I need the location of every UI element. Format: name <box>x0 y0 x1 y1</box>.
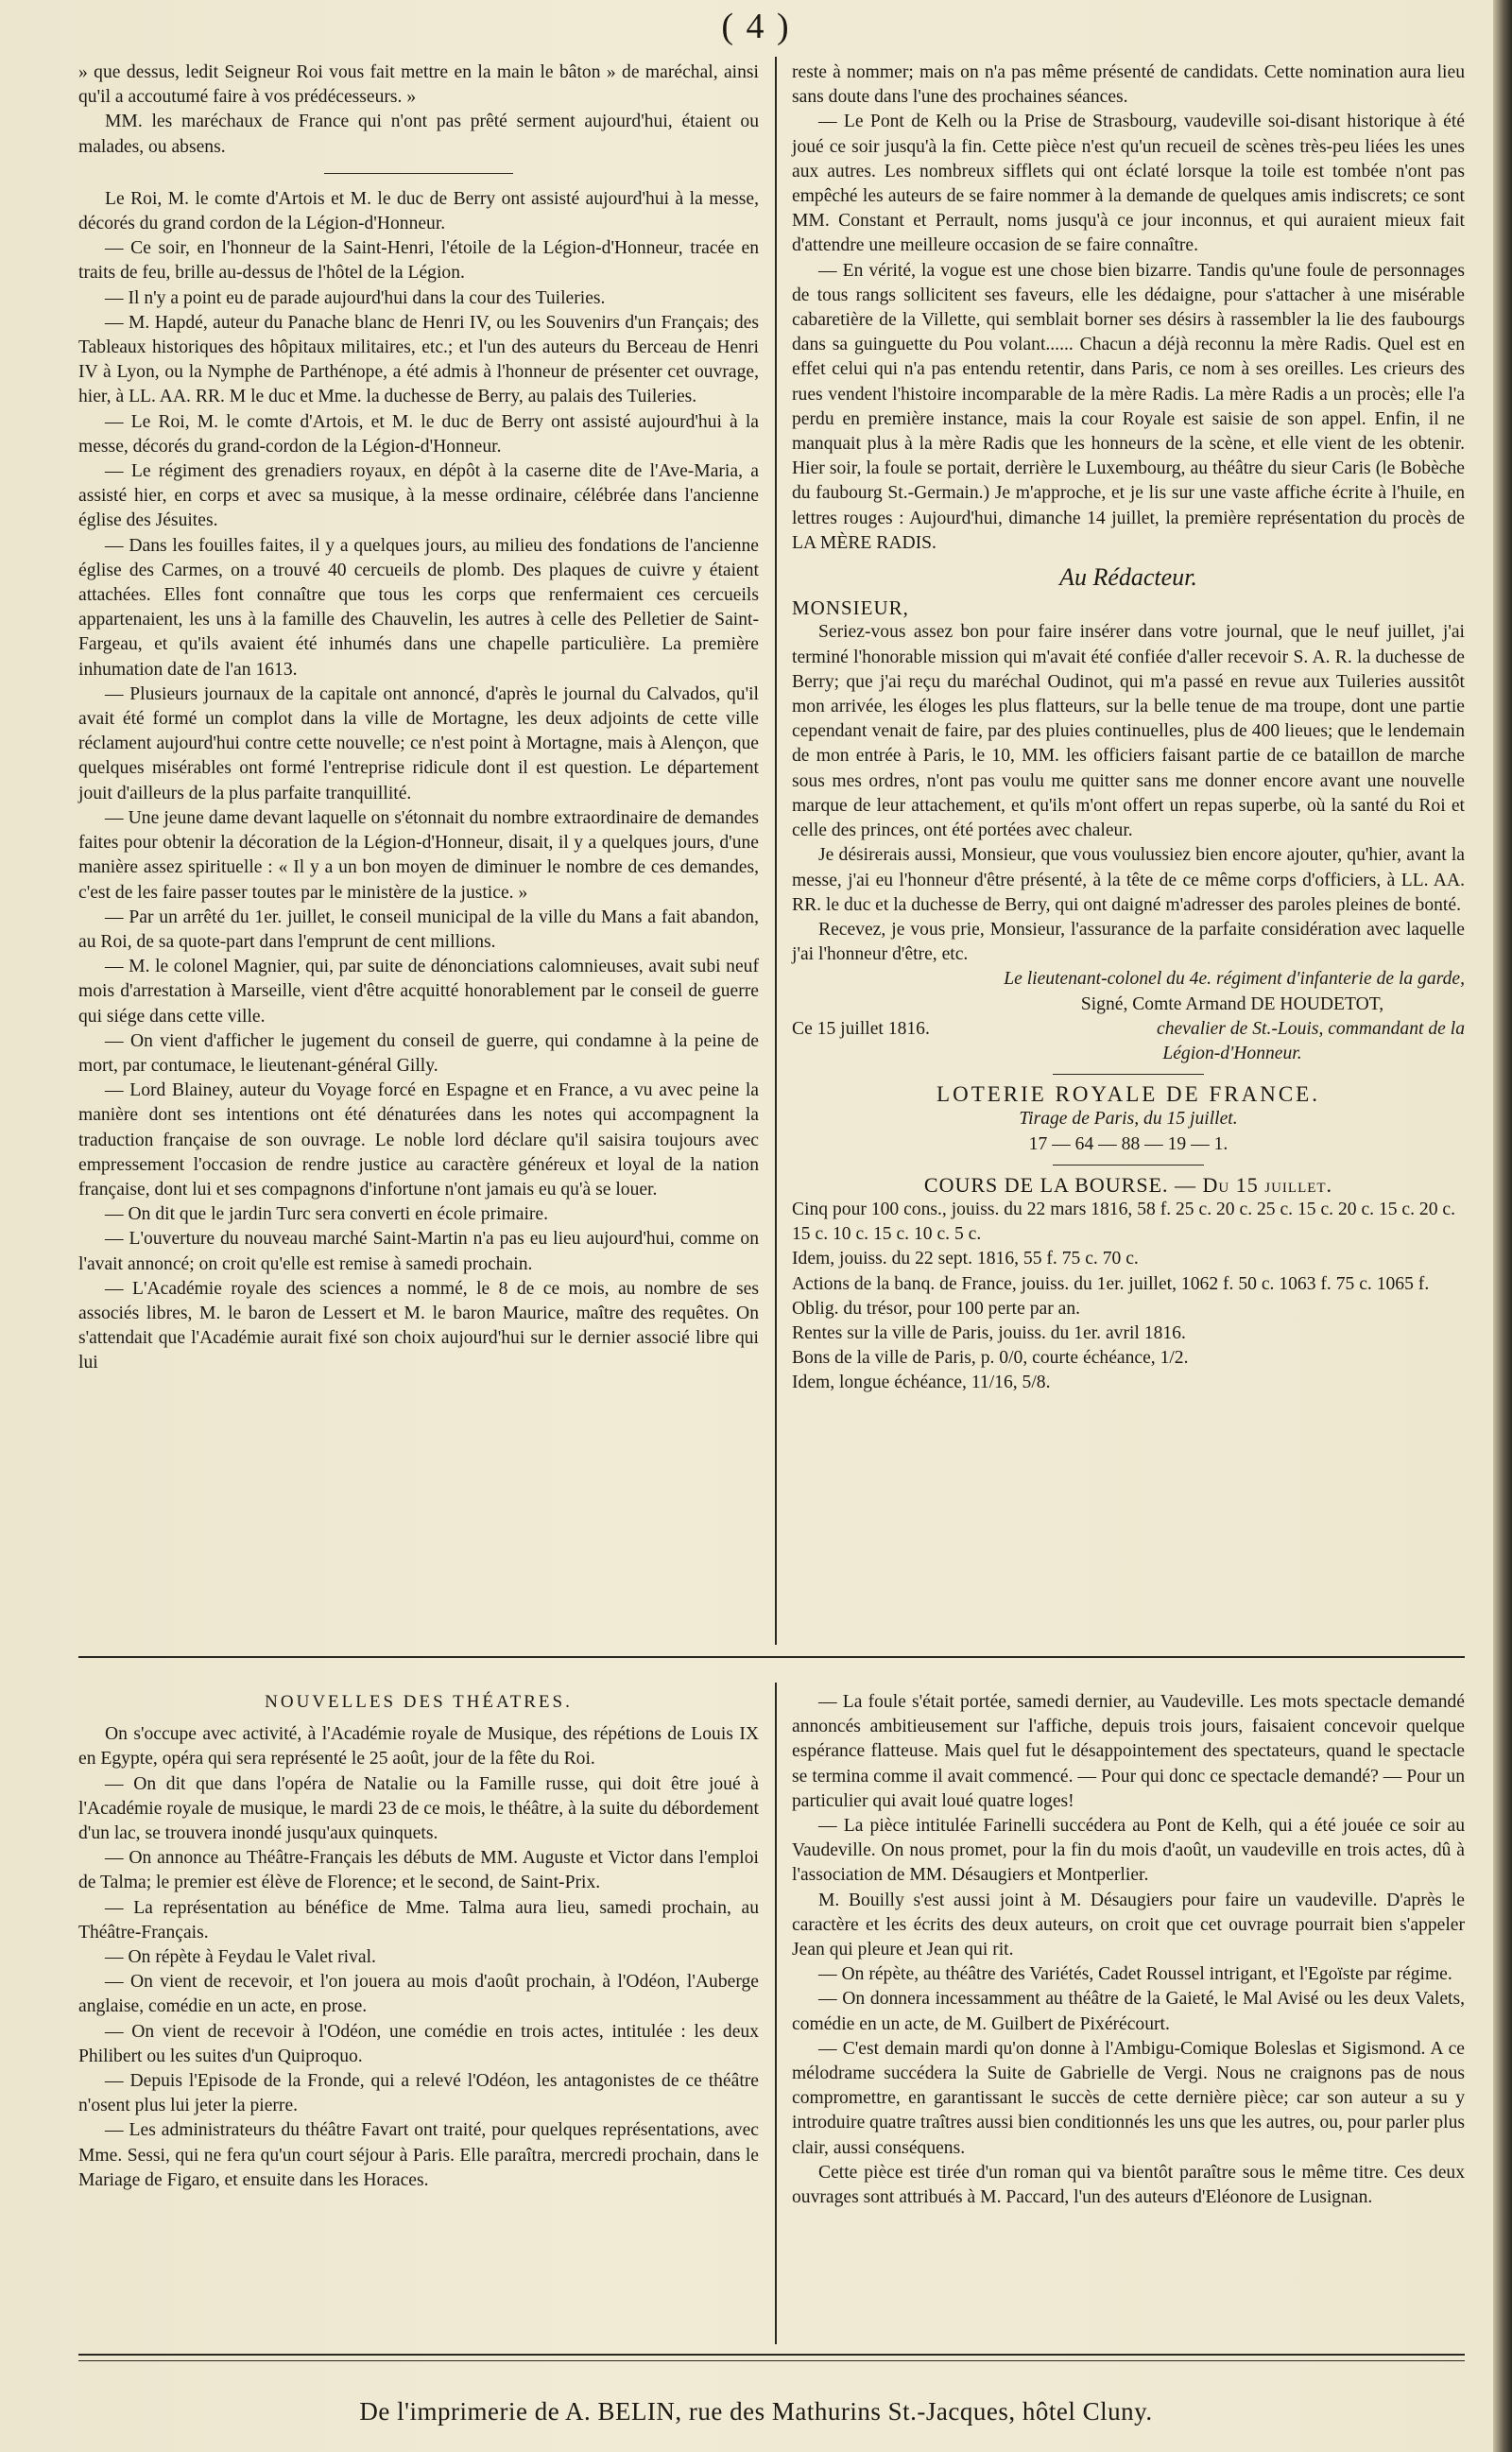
article-paragraph: — On vient de recevoir, et l'on jouera au mois d'août prochain, à l'Odéon, l'Auberge anglaise, comédie en un acte, en prose. <box>78 1972 759 2017</box>
article-paragraph: — On répète à Feydau le Valet rival. <box>105 1947 376 1968</box>
article-paragraph: Seriez-vous assez bon pour faire insérer dans votre journal, que le neuf juillet, j'ai terminé l'honorable mission qui m'avait été confiée d'aller recevoir S. A. R. la duchesse de Berry; que j'ai reçu du maréchal Oudinot, qui m'a passé en revue aux Tuileries aussitôt mon arrivée, les éloges les plus flatteurs, sur la belle tenue de ma troupe, dont une partie cependant venait de faire, par des pluies continuelles, plus de 400 lieues; que le lendemain de mon entrée à Paris, le 10, MM. les officiers faisant partie de ce bataillon de marche sous mes ordres, n'ont pas voulu me quitter sans me donner encore avant une nouvelle marque de leur attachement, et qu'ils m'ont offert un repas superbe, où la santé du Roi et celle des princes, ont été portées avec chaleur. <box>792 622 1465 841</box>
bourse-line: Bons de la ville de Paris, p. 0/0, courte échéance, 1/2. <box>792 1348 1189 1369</box>
signature-line: chevalier de St.-Louis, commandant de la <box>1157 1018 1465 1039</box>
section-divider <box>1053 1165 1204 1166</box>
letter-to-editor <box>792 565 1465 1066</box>
section-divider <box>1053 1074 1204 1075</box>
article-paragraph: Le Roi, M. le comte d'Artois et M. le duc de Berry ont assisté aujourd'hui à la messe, décorés du grand cordon de la Légion-d'Honneur. <box>78 188 759 234</box>
article-paragraph: — Lord Blainey, auteur du Voyage forcé en Espagne et en France, a vu avec peine la manière dont ses intentions ont été dénaturées dans les notes qui accompagnent la traduction française de son ouvrage. Le noble lord déclare qu'il saisira toujours avec empressement l'occasion de rendre justice au caractère généreux et loyal de la nation française, dont lui et ses compagnons d'infortune n'ont jamais eu qu'à se louer. <box>78 1080 759 1200</box>
article-paragraph: — Le Roi, M. le comte d'Artois, et M. le duc de Berry ont assisté aujourd'hui à la messe, décorés du grand-cordon de la Légion-d'Honneur. <box>78 411 759 457</box>
footer-rule <box>78 2354 1465 2361</box>
column-divider-bottom <box>775 1683 777 2344</box>
article-paragraph: — On dit que le jardin Turc sera converti en école primaire. <box>105 1204 549 1225</box>
article-paragraph: — La foule s'était portée, samedi dernier, au Vaudeville. Les mots spectacle demandé annoncés ambitieusement sur l'affiche, depuis trois jours, faisaient concevoir quelque espérance flatteuse. Mais quel fut le désappointement des spectateurs, quand le spectacle se termina comme il avait commencé. — Pour qui donc ce spectacle demandé? — Pour un particulier qui avait loué quatre loges! <box>792 1692 1465 1811</box>
theatre-news-left <box>78 1690 759 2193</box>
news-paragraphs <box>792 60 1465 556</box>
article-paragraph: — Dans les fouilles faites, il y a quelques jours, au milieu des fondations de l'ancienne église des Carmes, on a trouvé 40 cercueils de plomb. Des plaques de cuivre y étaient attachées. Elles font connaître que tous les corps que renfermaient ces cercueils appartenaient, les uns à la famille des Chauvelin, les autres à celle des Pelletier de Saint-Fargeau, et qu'ils avaient été inhumés dans une chapelle particulière. La première inhumation date de l'an 1613. <box>78 535 759 680</box>
article-paragraph: — M. le colonel Magnier, qui, par suite de dénonciations calomnieuses, avait subi neuf mois d'arrestation à Marseille, vient d'être acquitté honorablement par le conseil de guerre qui siége dans cette ville. <box>78 957 759 1027</box>
article-paragraph: — Le Pont de Kelh ou la Prise de Strasbourg, vaudeville soi-disant historique à été joué ce soir jusqu'à la fin. Cette pièce n'est qu'un recueil de scènes très-peu liées les unes aux autres. Les nombreux sifflets qui ont éclaté lorsque la toile est tombée n'ont pas empêché les auteurs de se faire nommer à la demande de quelques amis indiscrets; ce sont MM. Constant et Perrault, noms jusqu'à ce jour inconnus, et qui auraient mieux fait d'attendre une meilleure occasion de se faire connaître. <box>792 112 1465 256</box>
section-divider <box>324 173 513 174</box>
article-paragraph: On s'occupe avec activité, à l'Académie royale de Musique, des répétions de Louis IX en Egypte, opéra qui sera représenté le 25 août, jour de la fête du Roi. <box>78 1724 759 1770</box>
column-news-right <box>792 60 1465 1396</box>
lottery-title: LOTERIE ROYALE DE FRANCE. <box>936 1082 1320 1107</box>
theatre-news-right <box>792 1690 1465 2210</box>
article-paragraph: reste à nommer; mais on n'a pas même présenté de candidats. Cette nomination aura lieu sans doute dans l'une des prochaines séances. <box>792 62 1465 108</box>
article-paragraph: — M. Hapdé, auteur du Panache blanc de Henri IV, ou les Souvenirs d'un Français; des Tableaux historiques des hôpitaux militaires, etc.; et l'un des auteurs du Berceau de Henri IV à Lyon, ou la Nymphe de Parthénope, a été admis à l'honneur de présenter cet ouvrage, hier, à LL. AA. RR. M le duc et Mme. la duchesse de Berry, au palais des Tuileries. <box>78 312 759 407</box>
article-paragraph: — Par un arrêté du 1er. juillet, le conseil municipal de la ville du Mans a fait abandon, au Roi, de sa quote-part dans l'emprunt de cent millions. <box>78 907 759 952</box>
bourse-lines <box>792 1198 1465 1396</box>
letter-signature <box>792 967 1465 1066</box>
bourse-line: Actions de la banq. de France, jouiss. du 1er. juillet, 1062 f. 50 c. 1063 f. 75 c. 1065 f. <box>792 1273 1430 1294</box>
article-paragraph: — On donnera incessamment au théâtre de la Gaieté, le Mal Avisé ou les deux Valets, comédie en un acte, de M. Guilbert de Pixérécourt. <box>792 1989 1465 2034</box>
theatre-left-paragraphs <box>78 1722 759 2193</box>
printer-imprint: De l'imprimerie de A. BELIN, rue des Mathurins St.-Jacques, hôtel Cluny. <box>359 2397 1153 2426</box>
article-paragraph: — Le régiment des grenadiers royaux, en dépôt à la caserne dite de l'Ave-Maria, a assisté hier, en corps et avec sa musique, à la messe ordinaire, célébrée dans l'ancienne église des Jésuites. <box>78 461 759 531</box>
article-paragraph: — On vient d'afficher le jugement du conseil de guerre, qui condamne à la peine de mort, par contumace, le lieutenant-général Gilly. <box>78 1030 759 1076</box>
signature-line: Légion-d'Honneur. <box>1162 1043 1302 1063</box>
bourse-line: Idem, longue échéance, 11/16, 5/8. <box>792 1373 1051 1393</box>
signature-line: Le lieutenant-colonel du 4e. régiment d'infanterie de la garde, <box>1004 969 1465 990</box>
article-paragraph: MM. les maréchaux de France qui n'ont pas prêté serment aujourd'hui, étaient ou malades, ou absens. <box>78 112 759 157</box>
bourse-line: Rentes sur la ville de Paris, jouiss. du 1er. avril 1816. <box>792 1322 1186 1343</box>
bourse-line: Idem, jouiss. du 22 sept. 1816, 55 f. 75 c. 70 c. <box>792 1249 1139 1269</box>
column-divider-top <box>775 57 777 1645</box>
article-paragraph: — L'ouverture du nouveau marché Saint-Martin n'a pas eu lieu aujourd'hui, comme on l'avait annoncé; on croit qu'elle est remise à samedi prochain. <box>78 1229 759 1274</box>
article-paragraph: » que dessus, ledit Seigneur Roi vous fait mettre en la main le bâton » de maréchal, ainsi qu'il a accoutumé faire à vos prédécesseurs. » <box>78 62 759 108</box>
article-paragraph: — On dit que dans l'opéra de Natalie ou la Famille russe, qui doit être joué à l'Académie royale de musique, le mardi 23 de ce mois, le théâtre, à la suite du débordement d'un lac, se trouvera inondé jusqu'aux quinquets. <box>78 1773 759 1844</box>
letter-heading: Au Rédacteur. <box>1059 563 1197 592</box>
article-paragraph: — Depuis l'Episode de la Fronde, qui a relevé l'Odéon, les antagonistes de ce théâtre n'osent plus lui jeter la pierre. <box>78 2071 759 2116</box>
lottery-subtitle: Tirage de Paris, du 15 juillet. <box>1019 1109 1238 1130</box>
page-edge-shadow <box>1493 0 1512 2452</box>
article-paragraph: — La représentation au bénéfice de Mme. Talma aura lieu, samedi prochain, au Théâtre-Français. <box>78 1897 759 1943</box>
letter-date: Ce 15 juillet 1816. <box>792 1018 930 1039</box>
column-news-left <box>78 60 759 1376</box>
article-paragraph: — On vient de recevoir à l'Odéon, une comédie en trois actes, intitulée : les deux Philibert ou les suites d'un Quiproquo. <box>78 2021 759 2066</box>
lottery-numbers: 17 — 64 — 88 — 19 — 1. <box>1028 1133 1228 1154</box>
article-paragraph: Cette pièce est tirée d'un roman qui va bientôt paraître sous le même titre. Ces deux ouvrages sont attribués à M. Paccard, l'un des auteurs d'Eléonore de Lusignan. <box>792 2162 1465 2208</box>
letter-body <box>792 620 1465 967</box>
article-paragraph: — On annonce au Théâtre-Français les débuts de MM. Auguste et Victor dans l'emploi de Talma; le premier est élève de Florence; et le second, de Saint-Prix. <box>78 1848 759 1893</box>
article-paragraph: — Il n'y a point eu de parade aujourd'hui dans la cour des Tuileries. <box>105 287 606 308</box>
page-number: ( 4 ) <box>721 7 791 46</box>
article-paragraph: Recevez, je vous prie, Monsieur, l'assurance de la parfaite considération avec laquelle j'ai l'honneur d'être, etc. <box>792 919 1465 965</box>
article-paragraph: — Plusieurs journaux de la capitale ont annoncé, d'après le journal du Calvados, qu'il avait été formé un complot dans la ville de Mortagne, les deux adjoints de cette ville réclament aujourd'hui contre cette nouvelle; ce n'est point à Mortagne, mais à Alençon, que quelques misérables ont formé l'entreprise ridicule dont il est question. Le département jouit d'ailleurs de la plus parfaite tranquillité. <box>78 683 759 803</box>
signature-line: Signé, Comte Armand DE HOUDETOT, <box>1080 993 1384 1014</box>
signature-date-row <box>792 1017 1465 1042</box>
bourse-title: COURS DE LA BOURSE. — Du 15 juillet. <box>923 1172 1333 1197</box>
bourse-line: Oblig. du trésor, pour 100 perte par an. <box>792 1298 1081 1319</box>
article-paragraph: — On répète, au théâtre des Variétés, Cadet Roussel intrigant, et l'Egoïste par régime. <box>818 1964 1452 1985</box>
article-paragraph: Je désirerais aussi, Monsieur, que vous voulussiez bien encore ajouter, qu'hier, avant la messe, j'ai eu l'honneur d'être présenté, à la tête de ce même corps d'officiers, à LL. AA. RR. le duc et la duchesse de Berry, qui ont daigné m'adresser des paroles pleines de bonté. <box>792 845 1465 915</box>
bourse-section <box>792 1173 1465 1396</box>
article-paragraph: — C'est demain mardi qu'on donne à l'Ambigu-Comique Boleslas et Sigismond. A ce mélodrame succédera la Suite de Gabrielle de Vergi. Nous ne craignons pas de nous compromettre, en garantissant le succès de cette dernière pièce; car son auteur a su y introduire quatre traîtres aussi bien conditionnés les uns que les autres, ou, pour parler plus clair, aussi conséquens. <box>792 2038 1465 2158</box>
letter-salutation: MONSIEUR, <box>792 596 909 620</box>
article-paragraph: — Les administrateurs du théâtre Favart ont traité, pour quelques représentations, avec Mme. Sessi, qui ne fera qu'un court séjour à Paris. Elle paraîtra, mercredi prochain, dans le Mariage de Figaro, et ensuite dans les Horaces. <box>78 2120 759 2190</box>
article-paragraph: M. Bouilly s'est aussi joint à M. Désaugiers pour faire un vaudeville. D'après le caractère et les écrits des deux auteurs, on croit que cet ouvrage pourrait bien s'appeler Jean qui pleure et Jean qui rit. <box>792 1890 1465 1960</box>
theatre-section-title: NOUVELLES DES THÉATRES. <box>265 1692 573 1712</box>
lottery-section <box>792 1082 1465 1157</box>
article-paragraph: — L'Académie royale des sciences a nommé, le 8 de ce mois, au nombre de ses associés libres, M. le baron de Lessert et M. le baron Maurice, maître des requêtes. On s'attendait que l'Académie aurait fixé son choix aujourd'hui sur le dernier associé libre qui lui <box>78 1278 759 1373</box>
horizontal-rule <box>78 1656 1465 1658</box>
article-paragraph: — Ce soir, en l'honneur de la Saint-Henri, l'étoile de la Légion-d'Honneur, tracée en traits de feu, brille au-dessus de l'hôtel de la Légion. <box>78 238 759 284</box>
bourse-line: Cinq pour 100 cons., jouiss. du 22 mars 1816, 58 f. 25 c. 20 c. 25 c. 15 c. 20 c. 15 c. 20 c. 15 c. 10 c. 15 c. 10 c. 5 c. <box>792 1199 1456 1245</box>
article-paragraph: — La pièce intitulée Farinelli succédera au Pont de Kelh, qui a été jouée ce soir au Vaudeville. On nous promet, pour la fin du mois d'août, un vaudeville en trois actes, dû à l'association de MM. Désaugiers et Montperlier. <box>792 1816 1465 1886</box>
article-paragraph: — Une jeune dame devant laquelle on s'étonnait du nombre extraordinaire de demandes faites pour obtenir la décoration de la Légion-d'Honneur, disait, il y a quelques jours, d'une manière assez spirituelle : « Il y a un bon moyen de diminuer le nombre de ces demandes, c'est de les faire passer toutes par le ministère de la justice. » <box>78 807 759 903</box>
article-paragraph: — En vérité, la vogue est une chose bien bizarre. Tandis qu'une foule de personnages de tous rangs sollicitent ses faveurs, elle les dédaigne, pour s'attacher à une misérable cabaretière de la Villette, qui semblait borner ses désirs à rassembler la lie des faubourgs dans sa guinguette du Pou volant...... Chacun a déjà reconnu la mère Radis. Quel est en effet celui qui n'a pas entendu retentir, dans Paris, ce nom à ses oreilles. Les crieurs des rues vendent l'histoire incomparable de la mère Radis. La mère Radis a un procès; elle l'a perdu en première instance, mais la cour Royale est saisie de son appel. Enfin, il ne manquait plus à la mère Radis que les honneurs de la scène, et elle vient de les obtenir. Hier soir, la foule se portait, derrière le Luxembourg, au théâtre du sieur Caris (le Bobèche du faubourg St.-Germain.) Je m'approche, et je lis sur une vaste affiche écrite à l'huile, en lettres rouges : Aujourd'hui, dimanche 14 juillet, la première représentation du procès de LA MÈRE RADIS. <box>792 260 1465 553</box>
